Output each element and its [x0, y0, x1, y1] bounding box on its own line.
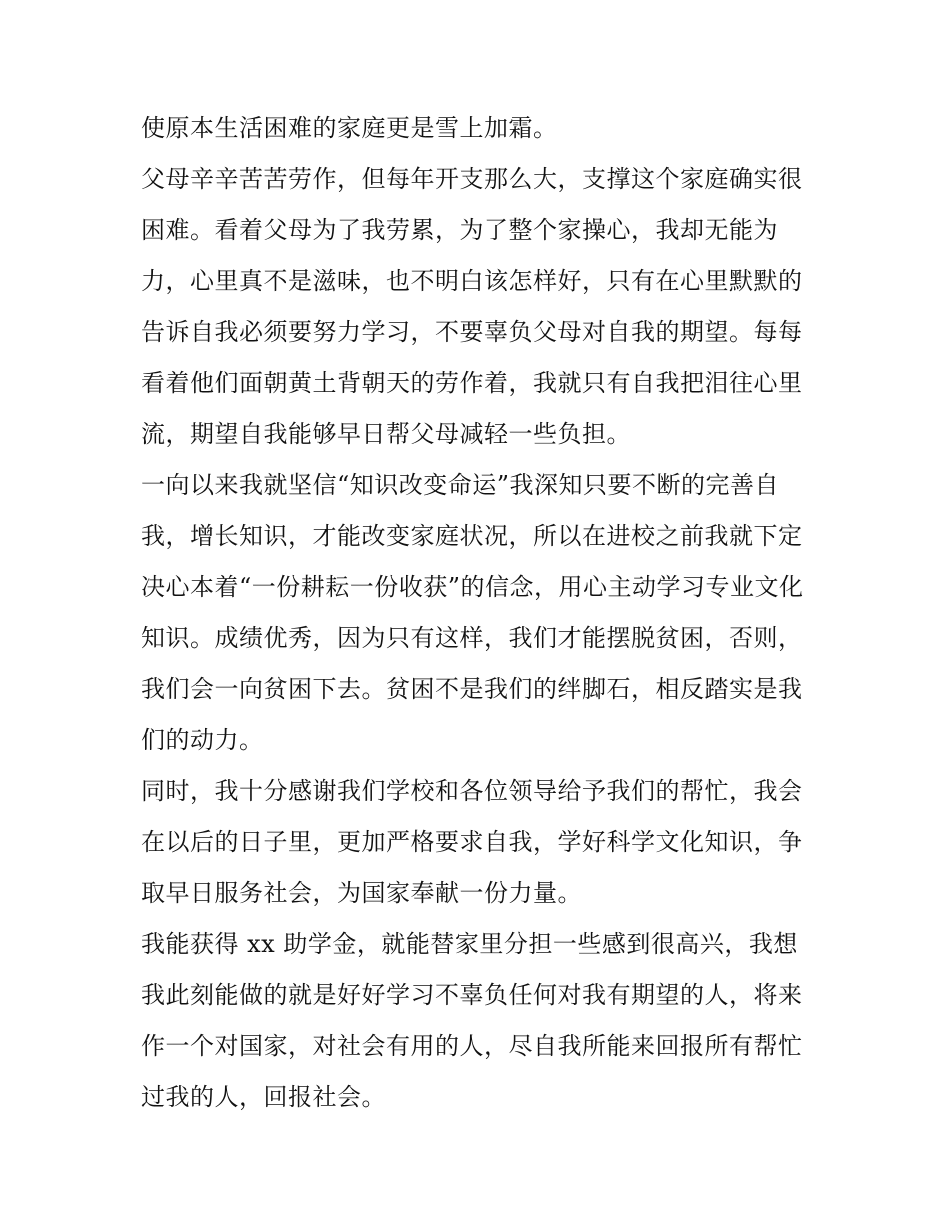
text-line: 作一个对国家，对社会有用的人，尽自我所能来回报所有帮忙 [141, 1032, 803, 1060]
text-line: 使原本生活困难的家庭更是雪上加霜。 [141, 114, 558, 142]
text-line: 父母辛辛苦苦劳作，但每年开支那么大，支撑这个家庭确实很 [141, 165, 803, 193]
text-line: 们的动力。 [141, 726, 264, 754]
text-line: 同时，我十分感谢我们学校和各位领导给予我们的帮忙，我会 [141, 777, 803, 805]
text-line: 告诉自我必须要努力学习，不要辜负父母对自我的期望。每每 [141, 318, 803, 346]
text-line: 取早日服务社会，为国家奉献一份力量。 [141, 879, 582, 907]
text-line: 流，期望自我能够早日帮父母减轻一些负担。 [141, 420, 631, 448]
text-line: 在以后的日子里，更加严格要求自我，学好科学文化知识，争 [141, 828, 803, 856]
paragraph-4 [141, 766, 813, 919]
text-line: 我，增长知识，才能改变家庭状况，所以在进校之前我就下定 [141, 522, 803, 550]
document-body [141, 103, 813, 1123]
text-line: 决心本着“一份耕耘一份收获”的信念，用心主动学习专业文化 [141, 573, 804, 601]
text-line: 我们会一向贫困下去。贫困不是我们的绊脚石，相反踏实是我 [141, 675, 803, 703]
text-line: 看着他们面朝黄土背朝天的劳作着，我就只有自我把泪往心里 [141, 369, 803, 397]
text-line: 我此刻能做的就是好好学习不辜负任何对我有期望的人，将来 [141, 981, 803, 1009]
text-line: 一向以来我就坚信“知识改变命运”我深知只要不断的完善自 [141, 471, 780, 499]
text-line: 我能获得 xx 助学金，就能替家里分担一些感到很高兴，我想 [141, 930, 798, 958]
text-line: 过我的人，回报社会。 [141, 1083, 386, 1111]
text-line: 知识。成绩优秀，因为只有这样，我们才能摆脱贫困，否则， [141, 624, 803, 652]
paragraph-1 [141, 103, 813, 154]
paragraph-2 [141, 154, 813, 460]
text-line: 困难。看着父母为了我劳累，为了整个家操心，我却无能为 [141, 216, 778, 244]
paragraph-3 [141, 460, 813, 766]
paragraph-5 [141, 919, 813, 1123]
text-line: 力，心里真不是滋味，也不明白该怎样好，只有在心里默默的 [141, 267, 803, 295]
